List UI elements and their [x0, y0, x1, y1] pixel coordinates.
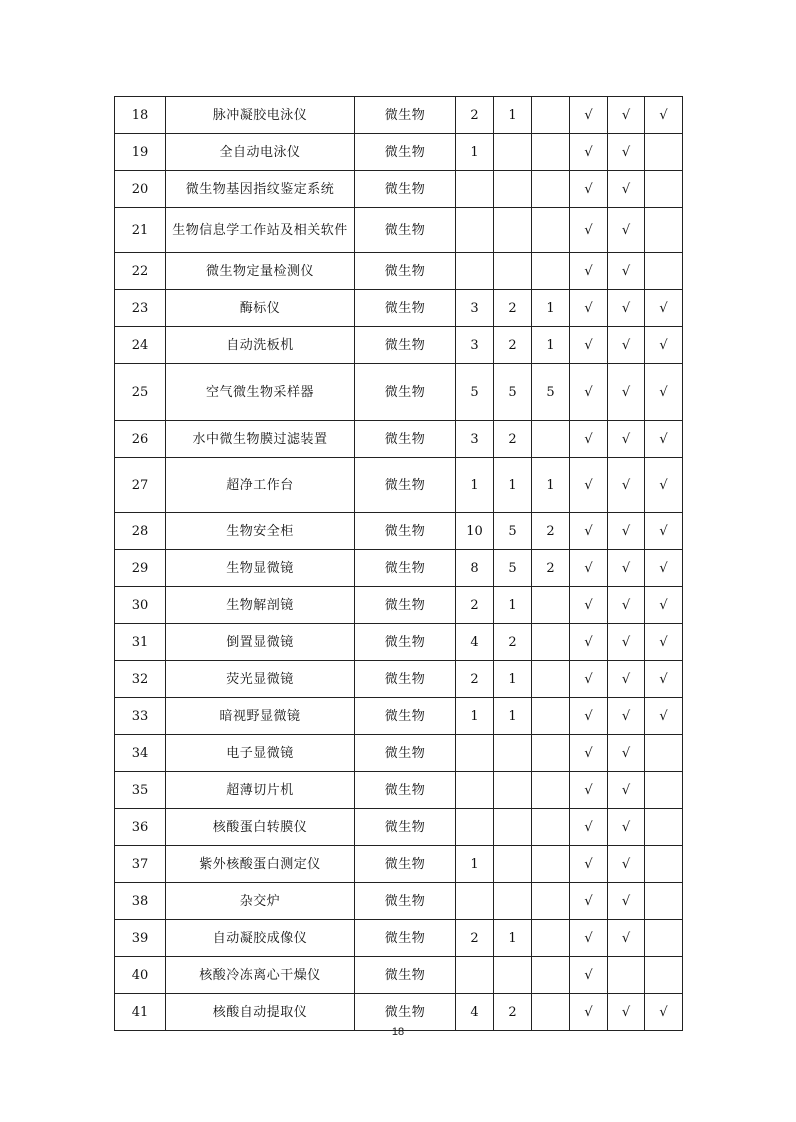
check-2-cell: √ [608, 809, 645, 846]
check-1-cell: √ [570, 458, 608, 513]
table-row [115, 134, 683, 171]
quantity-1-cell: 8 [456, 550, 494, 587]
check-2-cell: √ [608, 735, 645, 772]
table-row [115, 97, 683, 134]
check-1-cell: √ [570, 920, 608, 957]
equipment-name-cell: 自动洗板机 [166, 327, 355, 364]
table-row [115, 698, 683, 735]
check-3-cell: √ [645, 661, 683, 698]
table-row [115, 772, 683, 809]
row-number-cell: 38 [115, 883, 166, 920]
check-3-cell: √ [645, 513, 683, 550]
table-row [115, 661, 683, 698]
row-number-cell: 31 [115, 624, 166, 661]
quantity-2-cell [494, 957, 532, 994]
row-number-cell: 33 [115, 698, 166, 735]
quantity-1-cell: 1 [456, 134, 494, 171]
equipment-name-cell: 生物安全柜 [166, 513, 355, 550]
quantity-3-cell [532, 698, 570, 735]
quantity-3-cell [532, 97, 570, 134]
check-1-cell: √ [570, 661, 608, 698]
check-1-cell: √ [570, 809, 608, 846]
quantity-1-cell [456, 171, 494, 208]
check-2-cell: √ [608, 587, 645, 624]
equipment-name-cell: 核酸冷冻离心干燥仪 [166, 957, 355, 994]
check-2-cell: √ [608, 920, 645, 957]
check-3-cell [645, 846, 683, 883]
check-2-cell: √ [608, 883, 645, 920]
quantity-3-cell: 5 [532, 364, 570, 421]
row-number-cell: 19 [115, 134, 166, 171]
table-row [115, 253, 683, 290]
quantity-2-cell: 2 [494, 624, 532, 661]
quantity-2-cell [494, 134, 532, 171]
check-2-cell: √ [608, 327, 645, 364]
category-cell: 微生物 [355, 994, 456, 1031]
category-cell: 微生物 [355, 290, 456, 327]
table-row [115, 171, 683, 208]
quantity-1-cell: 1 [456, 698, 494, 735]
table-row [115, 994, 683, 1031]
check-3-cell [645, 735, 683, 772]
row-number-cell: 40 [115, 957, 166, 994]
quantity-2-cell: 2 [494, 327, 532, 364]
equipment-name-cell: 生物信息学工作站及相关软件 [166, 208, 355, 253]
check-1-cell: √ [570, 624, 608, 661]
check-1-cell: √ [570, 171, 608, 208]
quantity-3-cell [532, 883, 570, 920]
check-2-cell: √ [608, 421, 645, 458]
quantity-3-cell [532, 661, 570, 698]
row-number-cell: 22 [115, 253, 166, 290]
table-row [115, 624, 683, 661]
category-cell: 微生物 [355, 809, 456, 846]
quantity-3-cell: 1 [532, 458, 570, 513]
check-3-cell: √ [645, 624, 683, 661]
equipment-name-cell: 电子显微镜 [166, 735, 355, 772]
row-number-cell: 20 [115, 171, 166, 208]
quantity-2-cell [494, 809, 532, 846]
quantity-1-cell: 1 [456, 458, 494, 513]
quantity-3-cell [532, 920, 570, 957]
equipment-name-cell: 生物显微镜 [166, 550, 355, 587]
quantity-3-cell [532, 253, 570, 290]
row-number-cell: 35 [115, 772, 166, 809]
category-cell: 微生物 [355, 587, 456, 624]
check-2-cell: √ [608, 772, 645, 809]
check-3-cell [645, 957, 683, 994]
check-2-cell: √ [608, 290, 645, 327]
row-number-cell: 25 [115, 364, 166, 421]
table-row [115, 364, 683, 421]
quantity-2-cell: 2 [494, 421, 532, 458]
quantity-3-cell [532, 421, 570, 458]
check-1-cell: √ [570, 587, 608, 624]
table-row [115, 208, 683, 253]
quantity-3-cell [532, 587, 570, 624]
check-1-cell: √ [570, 327, 608, 364]
quantity-3-cell [532, 624, 570, 661]
quantity-1-cell: 5 [456, 364, 494, 421]
quantity-1-cell: 2 [456, 920, 494, 957]
row-number-cell: 18 [115, 97, 166, 134]
quantity-3-cell [532, 846, 570, 883]
check-2-cell: √ [608, 364, 645, 421]
equipment-name-cell: 超薄切片机 [166, 772, 355, 809]
quantity-2-cell: 1 [494, 661, 532, 698]
quantity-1-cell [456, 772, 494, 809]
equipment-name-cell: 生物解剖镜 [166, 587, 355, 624]
check-1-cell: √ [570, 735, 608, 772]
check-1-cell: √ [570, 208, 608, 253]
check-3-cell: √ [645, 421, 683, 458]
page-number: 18 [391, 1026, 405, 1038]
check-1-cell: √ [570, 364, 608, 421]
quantity-1-cell: 3 [456, 421, 494, 458]
check-3-cell [645, 134, 683, 171]
equipment-name-cell: 微生物定量检测仪 [166, 253, 355, 290]
row-number-cell: 27 [115, 458, 166, 513]
quantity-3-cell [532, 735, 570, 772]
quantity-2-cell [494, 208, 532, 253]
check-3-cell: √ [645, 994, 683, 1031]
check-2-cell: √ [608, 97, 645, 134]
check-1-cell: √ [570, 698, 608, 735]
quantity-2-cell: 1 [494, 920, 532, 957]
check-3-cell: √ [645, 290, 683, 327]
check-3-cell: √ [645, 97, 683, 134]
quantity-2-cell: 1 [494, 698, 532, 735]
category-cell: 微生物 [355, 171, 456, 208]
quantity-3-cell [532, 208, 570, 253]
check-1-cell: √ [570, 883, 608, 920]
equipment-name-cell: 自动凝胶成像仪 [166, 920, 355, 957]
quantity-1-cell [456, 809, 494, 846]
category-cell: 微生物 [355, 327, 456, 364]
check-3-cell [645, 809, 683, 846]
row-number-cell: 26 [115, 421, 166, 458]
check-2-cell: √ [608, 253, 645, 290]
check-3-cell [645, 772, 683, 809]
quantity-1-cell: 4 [456, 624, 494, 661]
table-row [115, 735, 683, 772]
category-cell: 微生物 [355, 421, 456, 458]
table-row [115, 846, 683, 883]
row-number-cell: 39 [115, 920, 166, 957]
category-cell: 微生物 [355, 698, 456, 735]
check-2-cell: √ [608, 171, 645, 208]
category-cell: 微生物 [355, 661, 456, 698]
row-number-cell: 21 [115, 208, 166, 253]
row-number-cell: 36 [115, 809, 166, 846]
check-1-cell: √ [570, 846, 608, 883]
check-2-cell: √ [608, 994, 645, 1031]
row-number-cell: 23 [115, 290, 166, 327]
check-3-cell: √ [645, 327, 683, 364]
equipment-name-cell: 暗视野显微镜 [166, 698, 355, 735]
equipment-name-cell: 水中微生物膜过滤装置 [166, 421, 355, 458]
check-2-cell: √ [608, 550, 645, 587]
quantity-2-cell [494, 735, 532, 772]
category-cell: 微生物 [355, 364, 456, 421]
row-number-cell: 34 [115, 735, 166, 772]
quantity-2-cell: 5 [494, 364, 532, 421]
quantity-1-cell: 2 [456, 97, 494, 134]
row-number-cell: 30 [115, 587, 166, 624]
quantity-2-cell [494, 883, 532, 920]
check-3-cell: √ [645, 550, 683, 587]
check-3-cell [645, 208, 683, 253]
quantity-3-cell [532, 957, 570, 994]
quantity-2-cell: 1 [494, 97, 532, 134]
check-1-cell: √ [570, 97, 608, 134]
quantity-2-cell: 1 [494, 587, 532, 624]
equipment-name-cell: 核酸自动提取仪 [166, 994, 355, 1031]
row-number-cell: 41 [115, 994, 166, 1031]
quantity-1-cell [456, 883, 494, 920]
quantity-2-cell: 5 [494, 550, 532, 587]
quantity-3-cell [532, 809, 570, 846]
equipment-name-cell: 空气微生物采样器 [166, 364, 355, 421]
category-cell: 微生物 [355, 253, 456, 290]
quantity-1-cell: 4 [456, 994, 494, 1031]
row-number-cell: 37 [115, 846, 166, 883]
check-2-cell: √ [608, 698, 645, 735]
equipment-name-cell: 超净工作台 [166, 458, 355, 513]
quantity-1-cell: 1 [456, 846, 494, 883]
check-3-cell: √ [645, 698, 683, 735]
quantity-2-cell: 1 [494, 458, 532, 513]
quantity-1-cell [456, 957, 494, 994]
category-cell: 微生物 [355, 513, 456, 550]
check-1-cell: √ [570, 994, 608, 1031]
check-1-cell: √ [570, 253, 608, 290]
quantity-3-cell: 2 [532, 550, 570, 587]
equipment-name-cell: 杂交炉 [166, 883, 355, 920]
quantity-2-cell [494, 772, 532, 809]
category-cell: 微生物 [355, 735, 456, 772]
category-cell: 微生物 [355, 458, 456, 513]
category-cell: 微生物 [355, 550, 456, 587]
equipment-table [114, 96, 683, 1031]
table-row [115, 587, 683, 624]
quantity-3-cell [532, 772, 570, 809]
check-2-cell: √ [608, 208, 645, 253]
quantity-2-cell: 2 [494, 290, 532, 327]
equipment-table-body [115, 97, 683, 1031]
check-2-cell: √ [608, 661, 645, 698]
quantity-1-cell: 3 [456, 290, 494, 327]
category-cell: 微生物 [355, 846, 456, 883]
check-3-cell [645, 883, 683, 920]
quantity-3-cell: 2 [532, 513, 570, 550]
equipment-name-cell: 微生物基因指纹鉴定系统 [166, 171, 355, 208]
table-row [115, 883, 683, 920]
category-cell: 微生物 [355, 920, 456, 957]
table-row [115, 327, 683, 364]
check-1-cell: √ [570, 772, 608, 809]
check-2-cell [608, 957, 645, 994]
check-2-cell: √ [608, 846, 645, 883]
check-1-cell: √ [570, 957, 608, 994]
check-1-cell: √ [570, 421, 608, 458]
category-cell: 微生物 [355, 957, 456, 994]
quantity-2-cell [494, 253, 532, 290]
check-3-cell: √ [645, 587, 683, 624]
check-3-cell: √ [645, 364, 683, 421]
table-row [115, 458, 683, 513]
quantity-1-cell: 10 [456, 513, 494, 550]
equipment-name-cell: 紫外核酸蛋白测定仪 [166, 846, 355, 883]
table-row [115, 421, 683, 458]
equipment-name-cell: 全自动电泳仪 [166, 134, 355, 171]
category-cell: 微生物 [355, 624, 456, 661]
quantity-1-cell [456, 253, 494, 290]
table-row [115, 809, 683, 846]
quantity-3-cell [532, 171, 570, 208]
check-1-cell: √ [570, 550, 608, 587]
category-cell: 微生物 [355, 772, 456, 809]
quantity-2-cell: 2 [494, 994, 532, 1031]
equipment-name-cell: 核酸蛋白转膜仪 [166, 809, 355, 846]
row-number-cell: 24 [115, 327, 166, 364]
row-number-cell: 32 [115, 661, 166, 698]
category-cell: 微生物 [355, 208, 456, 253]
check-3-cell [645, 171, 683, 208]
equipment-name-cell: 脉冲凝胶电泳仪 [166, 97, 355, 134]
quantity-2-cell: 5 [494, 513, 532, 550]
check-2-cell: √ [608, 624, 645, 661]
quantity-3-cell: 1 [532, 327, 570, 364]
check-3-cell [645, 253, 683, 290]
quantity-1-cell [456, 735, 494, 772]
row-number-cell: 28 [115, 513, 166, 550]
table-row [115, 920, 683, 957]
table-row [115, 513, 683, 550]
table-row [115, 290, 683, 327]
check-1-cell: √ [570, 513, 608, 550]
check-1-cell: √ [570, 134, 608, 171]
quantity-1-cell: 3 [456, 327, 494, 364]
quantity-2-cell [494, 846, 532, 883]
equipment-name-cell: 倒置显微镜 [166, 624, 355, 661]
row-number-cell: 29 [115, 550, 166, 587]
category-cell: 微生物 [355, 134, 456, 171]
table-row [115, 550, 683, 587]
quantity-3-cell [532, 134, 570, 171]
quantity-3-cell [532, 994, 570, 1031]
check-2-cell: √ [608, 513, 645, 550]
equipment-name-cell: 酶标仪 [166, 290, 355, 327]
category-cell: 微生物 [355, 883, 456, 920]
quantity-3-cell: 1 [532, 290, 570, 327]
quantity-1-cell [456, 208, 494, 253]
check-2-cell: √ [608, 134, 645, 171]
table-row [115, 957, 683, 994]
quantity-1-cell: 2 [456, 587, 494, 624]
check-2-cell: √ [608, 458, 645, 513]
quantity-2-cell [494, 171, 532, 208]
check-1-cell: √ [570, 290, 608, 327]
quantity-1-cell: 2 [456, 661, 494, 698]
check-3-cell: √ [645, 458, 683, 513]
check-3-cell [645, 920, 683, 957]
equipment-name-cell: 荧光显微镜 [166, 661, 355, 698]
category-cell: 微生物 [355, 97, 456, 134]
